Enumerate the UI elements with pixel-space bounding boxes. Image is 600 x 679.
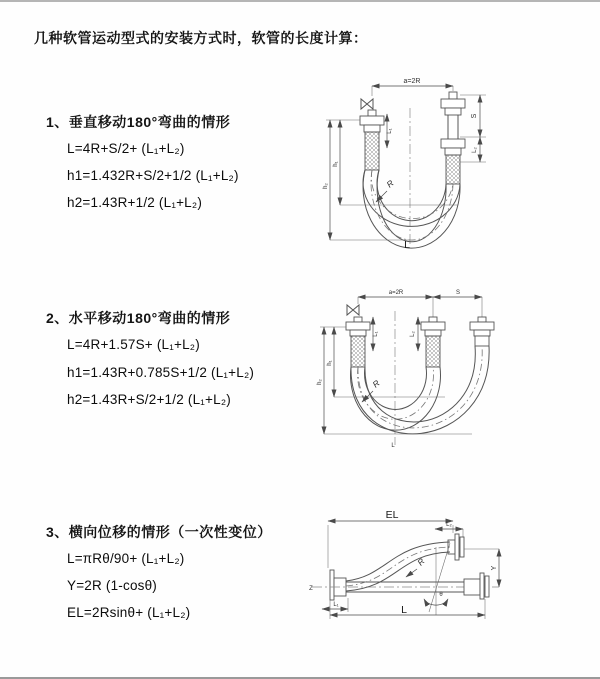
dimension-s: [433, 290, 482, 317]
ref-mark: Z: [309, 586, 313, 592]
dim-label-h1: h₁: [327, 360, 333, 366]
dim-label-l2: L₂: [472, 147, 478, 153]
length-label: L: [404, 239, 410, 251]
section-2-formula-l: L=4R+1.57S+ (L₁+L₂): [67, 337, 200, 352]
braided-hose-section: [351, 336, 365, 367]
dim-label-h2: h₂: [323, 183, 329, 189]
left-fitting: [360, 110, 384, 170]
dimension-l1: [322, 598, 348, 612]
dim-label-l2: L₂: [446, 522, 452, 528]
radius-callout: [376, 178, 396, 202]
u-bend-hose-position2: [351, 346, 489, 434]
valve-icon: [347, 305, 359, 315]
diagram-vertical-180-bend: [310, 74, 600, 259]
angle-label: θ: [439, 592, 443, 598]
middle-fitting: [421, 317, 445, 367]
dimension-y: [491, 549, 499, 587]
dim-label-el: EL: [385, 509, 399, 521]
dim-label-h2: h₂: [317, 379, 323, 385]
dimension-l1: [373, 317, 379, 351]
dimension-a2r: [358, 290, 433, 317]
s-curved-hose: [346, 542, 450, 591]
braided-hose-section: [426, 336, 440, 367]
valve-icon: [361, 99, 373, 109]
section-3-heading: 3、横向位移的情形（一次性变位）: [46, 524, 272, 540]
section-1-formula-h2: h2=1.43R+1/2 (L₁+L₂): [67, 195, 203, 210]
dim-label-a2r: a=2R: [388, 290, 404, 296]
section-3-formula-y: Y=2R (1-cosθ): [67, 578, 158, 593]
dim-label-h1: h₁: [333, 161, 339, 167]
section-2-heading: 2、水平移动180°弯曲的情形: [46, 310, 231, 326]
document-title: 几种软管运动型式的安装方式时，软管的长度计算：: [34, 30, 368, 46]
section-1-heading: 1、垂直移动180°弯曲的情形: [46, 114, 231, 130]
dimension-l2: [472, 137, 480, 162]
dim-label-s: S: [455, 290, 461, 296]
right-fitting: [470, 317, 494, 346]
dim-label-l1: L₁: [333, 602, 339, 608]
dimension-l2: [410, 317, 418, 351]
dim-label-l2: L₂: [410, 331, 416, 337]
dim-label-y: Y: [491, 565, 498, 571]
radius-callout: [406, 556, 427, 577]
section-3-formula-el: EL=2Rsinθ+ (L₁+L₂): [67, 605, 191, 620]
u-bend-hose: [363, 170, 460, 248]
section-1-formula-l: L=4R+S/2+ (L₁+L₂): [67, 141, 185, 156]
section-2-formula-h1: h1=1.43R+0.785S+1/2 (L₁+L₂): [67, 365, 255, 380]
length-label: L: [401, 604, 407, 616]
dim-label-l1: L₁: [387, 128, 393, 134]
right-fitting: [441, 92, 465, 184]
radius-label: R: [384, 177, 396, 190]
braided-hose-section: [365, 132, 379, 170]
section-1-formula-h1: h1=1.432R+S/2+1/2 (L₁+L₂): [67, 168, 239, 183]
dimension-h2: [317, 327, 472, 434]
length-label: L: [391, 443, 395, 449]
section-2-formula-h2: h2=1.43R+S/2+1/2 (L₁+L₂): [67, 392, 231, 407]
dimension-el: [328, 509, 453, 568]
dim-label-a2r: a=2R: [403, 78, 421, 85]
lower-right-flange: [464, 573, 489, 599]
dim-label-s: S: [471, 113, 478, 119]
dimension-l: [330, 599, 485, 619]
left-fitting: [346, 317, 370, 367]
dimension-l1: [387, 114, 393, 148]
braided-hose-section: [446, 155, 460, 184]
radius-label: R: [370, 377, 382, 390]
section-3-formula-l: L=πRθ/90+ (L₁+L₂): [67, 551, 185, 566]
diagram-horizontal-180-bend: [310, 287, 600, 457]
upper-flange: [448, 534, 499, 560]
radius-label: R: [415, 556, 427, 568]
diagram-lateral-displacement: [300, 502, 600, 667]
dim-label-l1: L₁: [373, 331, 379, 337]
left-flange: [330, 570, 346, 600]
dimension-a2r: [372, 78, 453, 96]
